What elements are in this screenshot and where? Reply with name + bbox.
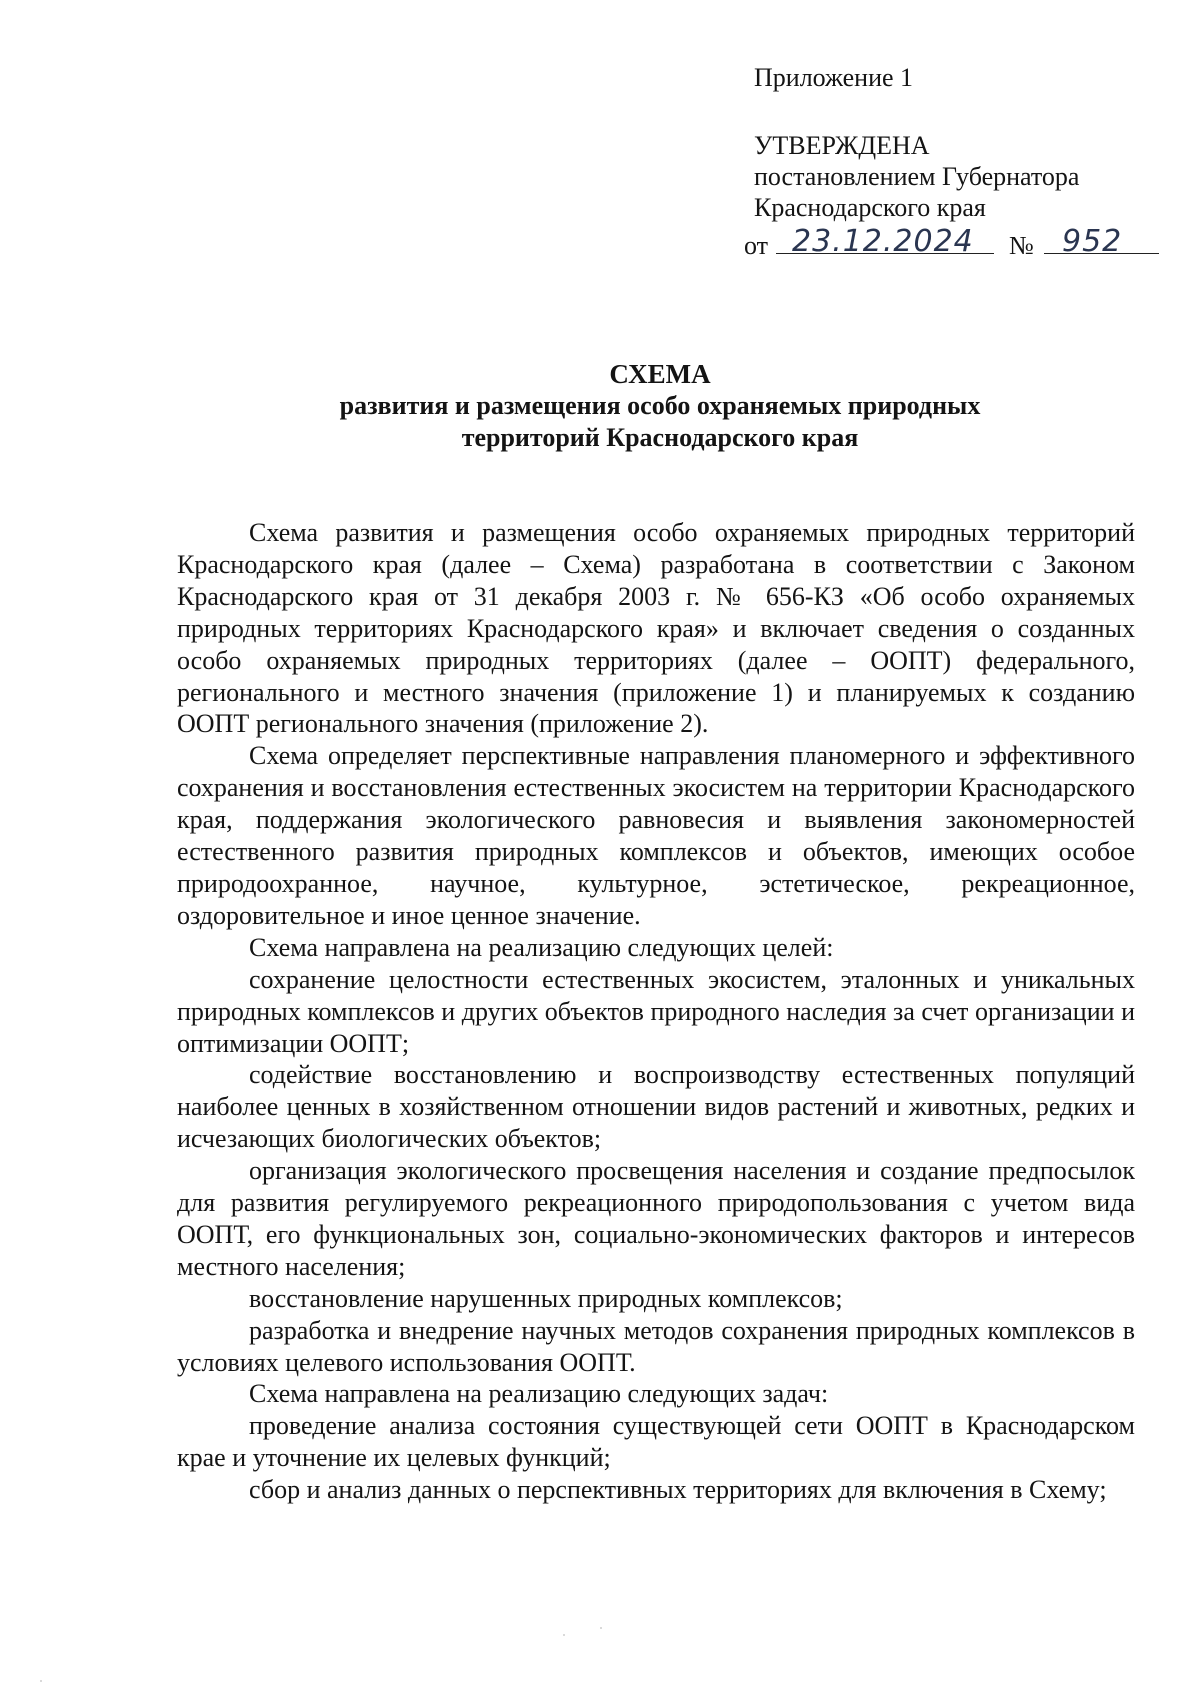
handwritten-date: 23.12.2024	[792, 224, 974, 259]
title-line-2: территорий Краснодарского края	[461, 423, 859, 452]
approved-by-line-1: постановлением Губернатора	[754, 162, 1080, 191]
goal-item: восстановление нарушенных природных комплексов;	[249, 1283, 843, 1313]
goal-item: организация экологического просвещения населения и создание предпосылок для развития регулируемого рекреационного природопользования с учетом вида ООПТ, его функциональных зон, социально-экономических факторов и интересов местного населения;	[177, 1156, 1135, 1281]
scan-artifact	[600, 1627, 602, 1629]
goal-item: разработка и внедрение научных методов сохранения природных комплексов в условиях целевого использования ООПТ.	[177, 1315, 1135, 1377]
task-item: проведение анализа состояния существующей сети ООПТ в Краснодарском крае и уточнение их целевых функций;	[177, 1411, 1135, 1473]
document-title	[170, 358, 1150, 454]
appendix-label: Приложение 1	[754, 63, 914, 92]
task-item: сбор и анализ данных о перспективных территориях для включения в Схему;	[249, 1475, 1107, 1505]
paragraph: Схема направлена на реализацию следующих целей:	[249, 932, 834, 962]
handwritten-number: 952	[1062, 224, 1123, 259]
paragraph: Схема направлена на реализацию следующих задач:	[249, 1379, 829, 1409]
approved-by-line-2: Краснодарского края	[754, 193, 986, 222]
scan-artifact	[40, 1680, 42, 1682]
approved-stamp-text: УТВЕРЖДЕНА	[754, 131, 930, 160]
paragraph: Схема определяет перспективные направления планомерного и эффективного сохранения и восстановления естественных экосистем на территории Краснодарского края, поддержания экологического равновесия и выявления закономерностей естественного развития природных комплексов и объектов, имеющих особое природоохранное, научное, культурное, эстетическое, рекреационное, оздоровительное и иное ценное значение.	[177, 741, 1135, 930]
goal-item: содействие восстановлению и воспроизводству естественных популяций наиболее ценных в хозяйственном отношении видов растений и животных, редких и исчезающих биологических объектов;	[177, 1060, 1135, 1154]
date-number-row	[744, 224, 1164, 264]
date-prefix: от	[744, 231, 769, 260]
goal-item: сохранение целостности естественных экосистем, эталонных и уникальных природных комплексов и других объектов природного наследия за счет организации и оптимизации ООПТ;	[177, 964, 1135, 1058]
approval-header	[754, 62, 1174, 223]
scan-artifact	[563, 1634, 565, 1636]
paragraph: Схема развития и размещения особо охраняемых природных территорий Краснодарского края (далее – Схема) разработана в соответствии с Законом Краснодарского края от 31 декабря 2003 г. № 656-КЗ «Об особо охраняемых природных территориях Краснодарского края» и включает сведения о созданных особо охраняемых природных территориях (далее – ООПТ) федерального, регионального и местного значения (приложение 1) и планируемых к созданию ООПТ регионального значения (приложение 2).	[177, 518, 1135, 739]
title-main: СХЕМА	[609, 359, 711, 389]
number-prefix: №	[1009, 231, 1034, 260]
title-line-1: развития и размещения особо охраняемых природных	[339, 391, 981, 420]
document-body	[177, 517, 1135, 1506]
